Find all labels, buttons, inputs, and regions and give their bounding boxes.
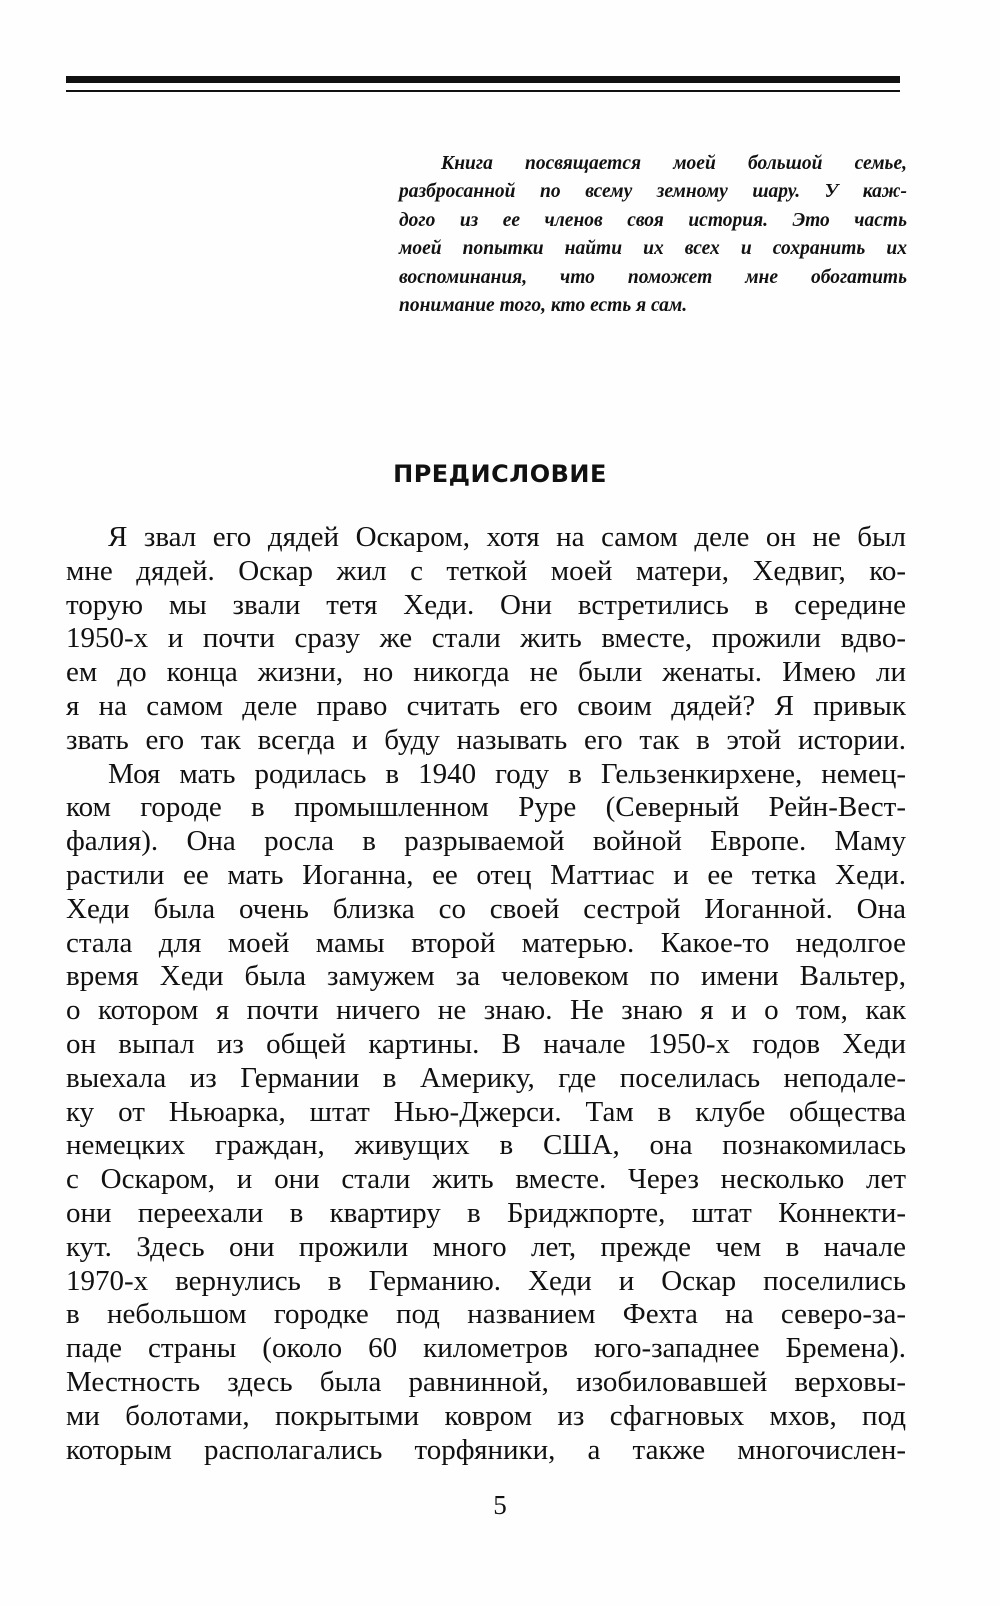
text-line: мне дядей. Оскар жил с теткой моей матери, Хедвиг, ко-: [66, 554, 906, 587]
header-rule-thin: [66, 90, 900, 92]
body-text: [66, 521, 906, 1467]
dedication-line: дого из ее членов своя история. Это часть: [399, 209, 907, 231]
text-line: звать его так всегда и буду называть его так в этой истории.: [66, 723, 906, 756]
text-line: стала для моей мамы второй матерью. Какое-то недолгое: [66, 926, 906, 959]
dedication-line: Книга посвящается моей большой семье,: [441, 153, 907, 174]
header-rule-thick: [66, 76, 900, 83]
text-line: ем до конца жизни, но никогда не были женаты. Имею ли: [66, 656, 906, 689]
section-heading: ПРЕДИСЛОВИЕ: [393, 460, 607, 488]
text-line: в небольшом городке под названием Фехта на северо-за-: [66, 1298, 906, 1331]
text-line: о котором я почти ничего не знаю. Не знаю я и о том, как: [66, 994, 906, 1027]
text-line: немецких граждан, живущих в США, она познакомилась: [66, 1129, 906, 1162]
text-line: время Хеди была замужем за человеком по имени Вальтер,: [66, 960, 906, 993]
text-line: кут. Здесь они прожили много лет, прежде чем в начале: [66, 1230, 906, 1263]
text-line: паде страны (около 60 километров юго-западнее Бремена).: [66, 1332, 906, 1365]
text-line: торую мы звали тетя Хеди. Они встретились в середине: [66, 588, 906, 621]
text-line: растили ее мать Иоганна, ее отец Маттиас и ее тетка Хеди.: [66, 858, 906, 891]
text-line: фалия). Она росла в разрываемой войной Европе. Маму: [66, 825, 906, 858]
dedication-line: разбросанной по всему земному шару. У каж-: [399, 181, 907, 203]
text-line: выехала из Германии в Америку, где поселилась неподале-: [66, 1061, 906, 1094]
dedication-line: моей попытки найти их всех и сохранить их: [399, 238, 907, 260]
dedication-line: понимание того, кто есть я сам.: [399, 295, 688, 317]
text-line: которым располагались торфяники, а также многочислен-: [66, 1433, 906, 1466]
text-line: Моя мать родилась в 1940 году в Гельзенкирхене, немец-: [108, 757, 906, 790]
text-line: 1950-х и почти сразу же стали жить вместе, прожили вдво-: [66, 622, 906, 655]
text-line: с Оскаром, и они стали жить вместе. Через несколько лет: [66, 1163, 906, 1196]
text-line: Я звал его дядей Оскаром, хотя на самом деле он не был: [108, 521, 906, 553]
text-line: Местность здесь была равнинной, изобиловавшей верховы-: [66, 1365, 906, 1398]
page-number: 5: [493, 1490, 507, 1520]
dedication: [399, 150, 907, 320]
text-line: Хеди была очень близка со своей сестрой Иоганной. Она: [66, 892, 906, 925]
text-line: они переехали в квартиру в Бриджпорте, штат Коннекти-: [66, 1196, 906, 1229]
text-line: ком городе в промышленном Руре (Северный Рейн-Вест-: [66, 791, 906, 824]
text-line: ку от Ньюарка, штат Нью-Джерси. Там в клубе общества: [66, 1095, 906, 1128]
text-line: я на самом деле право считать его своим дядей? Я привык: [66, 689, 906, 722]
text-line: он выпал из общей картины. В начале 1950-х годов Хеди: [66, 1027, 906, 1060]
text-line: ми болотами, покрытыми ковром из сфагновых мхов, под: [66, 1399, 906, 1432]
text-line: 1970-х вернулись в Германию. Хеди и Оскар поселились: [66, 1264, 906, 1297]
dedication-line: воспоминания, что поможет мне обогатить: [399, 266, 907, 288]
